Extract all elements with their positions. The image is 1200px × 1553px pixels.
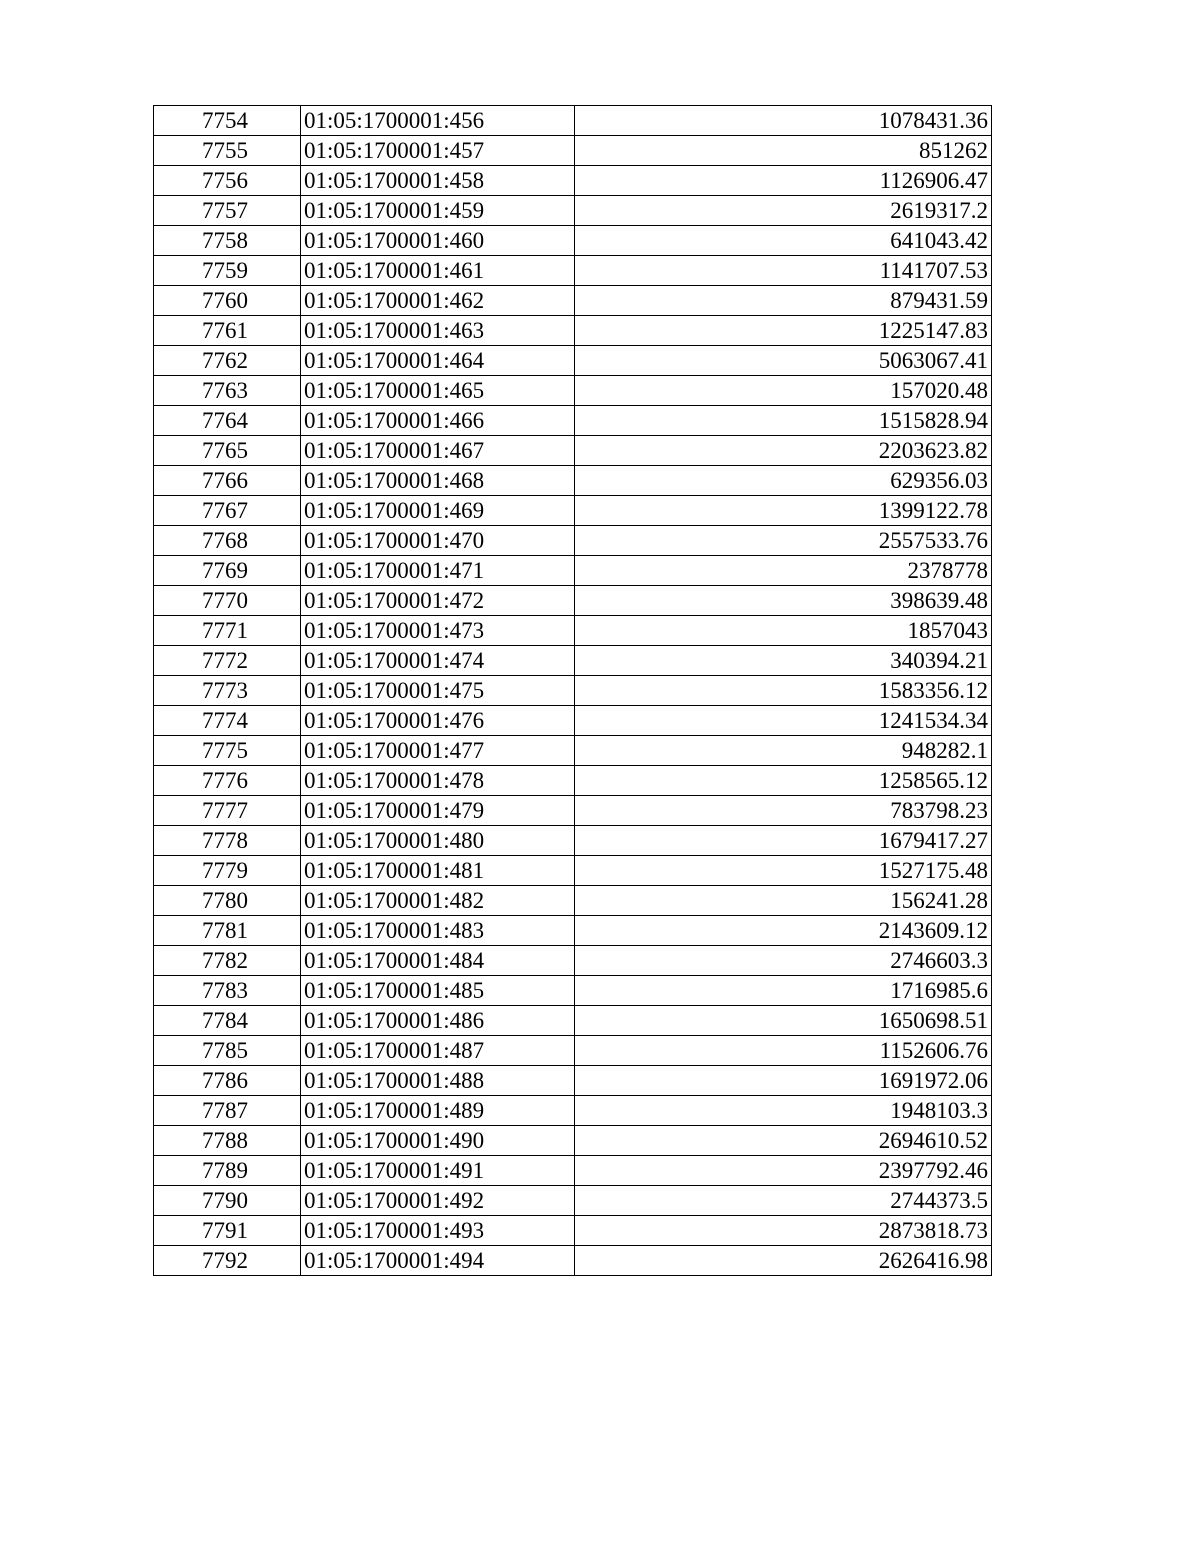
amount-cell: 2378778 xyxy=(575,556,992,586)
table-row xyxy=(154,766,992,796)
amount-cell: 2694610.52 xyxy=(575,1126,992,1156)
amount-cell: 398639.48 xyxy=(575,586,992,616)
row-number-cell: 7765 xyxy=(154,436,301,466)
row-number-cell: 7792 xyxy=(154,1246,301,1276)
amount-cell: 1126906.47 xyxy=(575,166,992,196)
table-row xyxy=(154,736,992,766)
row-number-cell: 7768 xyxy=(154,526,301,556)
table-row xyxy=(154,526,992,556)
cadastral-code-cell: 01:05:1700001:493 xyxy=(301,1216,575,1246)
table-row xyxy=(154,1006,992,1036)
row-number-cell: 7780 xyxy=(154,886,301,916)
table-row xyxy=(154,1246,992,1276)
row-number-cell: 7782 xyxy=(154,946,301,976)
cadastral-code-cell: 01:05:1700001:491 xyxy=(301,1156,575,1186)
table-row xyxy=(154,856,992,886)
cadastral-code-cell: 01:05:1700001:469 xyxy=(301,496,575,526)
table-row xyxy=(154,1216,992,1246)
amount-cell: 1650698.51 xyxy=(575,1006,992,1036)
amount-cell: 157020.48 xyxy=(575,376,992,406)
amount-cell: 1258565.12 xyxy=(575,766,992,796)
cadastral-code-cell: 01:05:1700001:492 xyxy=(301,1186,575,1216)
cadastral-code-cell: 01:05:1700001:485 xyxy=(301,976,575,1006)
row-number-cell: 7761 xyxy=(154,316,301,346)
table-row xyxy=(154,376,992,406)
table-body xyxy=(154,106,992,1276)
row-number-cell: 7759 xyxy=(154,256,301,286)
table-row xyxy=(154,1186,992,1216)
amount-cell: 2397792.46 xyxy=(575,1156,992,1186)
amount-cell: 1515828.94 xyxy=(575,406,992,436)
table-row xyxy=(154,286,992,316)
cadastral-code-cell: 01:05:1700001:461 xyxy=(301,256,575,286)
row-number-cell: 7770 xyxy=(154,586,301,616)
table-row xyxy=(154,466,992,496)
amount-cell: 5063067.41 xyxy=(575,346,992,376)
cadastral-code-cell: 01:05:1700001:460 xyxy=(301,226,575,256)
row-number-cell: 7771 xyxy=(154,616,301,646)
row-number-cell: 7769 xyxy=(154,556,301,586)
amount-cell: 1583356.12 xyxy=(575,676,992,706)
cadastral-code-cell: 01:05:1700001:465 xyxy=(301,376,575,406)
amount-cell: 1078431.36 xyxy=(575,106,992,136)
amount-cell: 851262 xyxy=(575,136,992,166)
table-row xyxy=(154,1036,992,1066)
amount-cell: 1948103.3 xyxy=(575,1096,992,1126)
amount-cell: 2746603.3 xyxy=(575,946,992,976)
amount-cell: 783798.23 xyxy=(575,796,992,826)
amount-cell: 1527175.48 xyxy=(575,856,992,886)
amount-cell: 1399122.78 xyxy=(575,496,992,526)
cadastral-code-cell: 01:05:1700001:457 xyxy=(301,136,575,166)
table-row xyxy=(154,556,992,586)
table-row xyxy=(154,346,992,376)
row-number-cell: 7764 xyxy=(154,406,301,436)
cadastral-code-cell: 01:05:1700001:470 xyxy=(301,526,575,556)
table-row xyxy=(154,256,992,286)
row-number-cell: 7790 xyxy=(154,1186,301,1216)
cadastral-code-cell: 01:05:1700001:494 xyxy=(301,1246,575,1276)
cadastral-code-cell: 01:05:1700001:459 xyxy=(301,196,575,226)
amount-cell: 879431.59 xyxy=(575,286,992,316)
table-row xyxy=(154,496,992,526)
table-row xyxy=(154,976,992,1006)
data-table xyxy=(153,105,992,1276)
cadastral-code-cell: 01:05:1700001:464 xyxy=(301,346,575,376)
row-number-cell: 7786 xyxy=(154,1066,301,1096)
table-row xyxy=(154,946,992,976)
row-number-cell: 7779 xyxy=(154,856,301,886)
row-number-cell: 7756 xyxy=(154,166,301,196)
row-number-cell: 7778 xyxy=(154,826,301,856)
row-number-cell: 7785 xyxy=(154,1036,301,1066)
cadastral-code-cell: 01:05:1700001:481 xyxy=(301,856,575,886)
row-number-cell: 7773 xyxy=(154,676,301,706)
cadastral-code-cell: 01:05:1700001:487 xyxy=(301,1036,575,1066)
table-row xyxy=(154,436,992,466)
table-row xyxy=(154,1156,992,1186)
amount-cell: 2143609.12 xyxy=(575,916,992,946)
amount-cell: 629356.03 xyxy=(575,466,992,496)
cadastral-code-cell: 01:05:1700001:479 xyxy=(301,796,575,826)
row-number-cell: 7784 xyxy=(154,1006,301,1036)
row-number-cell: 7789 xyxy=(154,1156,301,1186)
table-row xyxy=(154,406,992,436)
amount-cell: 2744373.5 xyxy=(575,1186,992,1216)
cadastral-code-cell: 01:05:1700001:478 xyxy=(301,766,575,796)
table-row xyxy=(154,166,992,196)
row-number-cell: 7754 xyxy=(154,106,301,136)
cadastral-code-cell: 01:05:1700001:486 xyxy=(301,1006,575,1036)
table-row xyxy=(154,316,992,346)
cadastral-code-cell: 01:05:1700001:474 xyxy=(301,646,575,676)
amount-cell: 1716985.6 xyxy=(575,976,992,1006)
table-row xyxy=(154,1066,992,1096)
amount-cell: 1241534.34 xyxy=(575,706,992,736)
cadastral-code-cell: 01:05:1700001:468 xyxy=(301,466,575,496)
row-number-cell: 7760 xyxy=(154,286,301,316)
amount-cell: 1141707.53 xyxy=(575,256,992,286)
row-number-cell: 7775 xyxy=(154,736,301,766)
cadastral-code-cell: 01:05:1700001:482 xyxy=(301,886,575,916)
row-number-cell: 7791 xyxy=(154,1216,301,1246)
row-number-cell: 7777 xyxy=(154,796,301,826)
row-number-cell: 7757 xyxy=(154,196,301,226)
row-number-cell: 7766 xyxy=(154,466,301,496)
cadastral-code-cell: 01:05:1700001:463 xyxy=(301,316,575,346)
table-row xyxy=(154,826,992,856)
amount-cell: 156241.28 xyxy=(575,886,992,916)
amount-cell: 1225147.83 xyxy=(575,316,992,346)
table-row xyxy=(154,886,992,916)
cadastral-code-cell: 01:05:1700001:475 xyxy=(301,676,575,706)
cadastral-code-cell: 01:05:1700001:488 xyxy=(301,1066,575,1096)
cadastral-code-cell: 01:05:1700001:458 xyxy=(301,166,575,196)
cadastral-code-cell: 01:05:1700001:462 xyxy=(301,286,575,316)
cadastral-code-cell: 01:05:1700001:471 xyxy=(301,556,575,586)
cadastral-code-cell: 01:05:1700001:480 xyxy=(301,826,575,856)
table-row xyxy=(154,136,992,166)
cadastral-code-cell: 01:05:1700001:489 xyxy=(301,1096,575,1126)
amount-cell: 1152606.76 xyxy=(575,1036,992,1066)
cadastral-code-cell: 01:05:1700001:473 xyxy=(301,616,575,646)
amount-cell: 948282.1 xyxy=(575,736,992,766)
row-number-cell: 7783 xyxy=(154,976,301,1006)
row-number-cell: 7758 xyxy=(154,226,301,256)
row-number-cell: 7762 xyxy=(154,346,301,376)
table-row xyxy=(154,196,992,226)
table-row xyxy=(154,1096,992,1126)
amount-cell: 2619317.2 xyxy=(575,196,992,226)
table-row xyxy=(154,706,992,736)
cadastral-code-cell: 01:05:1700001:466 xyxy=(301,406,575,436)
amount-cell: 1857043 xyxy=(575,616,992,646)
row-number-cell: 7763 xyxy=(154,376,301,406)
amount-cell: 2873818.73 xyxy=(575,1216,992,1246)
amount-cell: 2626416.98 xyxy=(575,1246,992,1276)
row-number-cell: 7767 xyxy=(154,496,301,526)
cadastral-code-cell: 01:05:1700001:476 xyxy=(301,706,575,736)
cadastral-code-cell: 01:05:1700001:456 xyxy=(301,106,575,136)
cadastral-code-cell: 01:05:1700001:477 xyxy=(301,736,575,766)
cadastral-code-cell: 01:05:1700001:472 xyxy=(301,586,575,616)
table-row xyxy=(154,676,992,706)
cadastral-code-cell: 01:05:1700001:490 xyxy=(301,1126,575,1156)
table-row xyxy=(154,796,992,826)
row-number-cell: 7788 xyxy=(154,1126,301,1156)
table-row xyxy=(154,106,992,136)
row-number-cell: 7755 xyxy=(154,136,301,166)
table-row xyxy=(154,586,992,616)
amount-cell: 641043.42 xyxy=(575,226,992,256)
table-row xyxy=(154,616,992,646)
row-number-cell: 7772 xyxy=(154,646,301,676)
amount-cell: 2557533.76 xyxy=(575,526,992,556)
amount-cell: 340394.21 xyxy=(575,646,992,676)
amount-cell: 1691972.06 xyxy=(575,1066,992,1096)
cadastral-code-cell: 01:05:1700001:483 xyxy=(301,916,575,946)
row-number-cell: 7781 xyxy=(154,916,301,946)
table-row xyxy=(154,226,992,256)
table-row xyxy=(154,1126,992,1156)
row-number-cell: 7787 xyxy=(154,1096,301,1126)
table-row xyxy=(154,916,992,946)
row-number-cell: 7776 xyxy=(154,766,301,796)
table-row xyxy=(154,646,992,676)
amount-cell: 1679417.27 xyxy=(575,826,992,856)
row-number-cell: 7774 xyxy=(154,706,301,736)
cadastral-code-cell: 01:05:1700001:467 xyxy=(301,436,575,466)
cadastral-code-cell: 01:05:1700001:484 xyxy=(301,946,575,976)
amount-cell: 2203623.82 xyxy=(575,436,992,466)
